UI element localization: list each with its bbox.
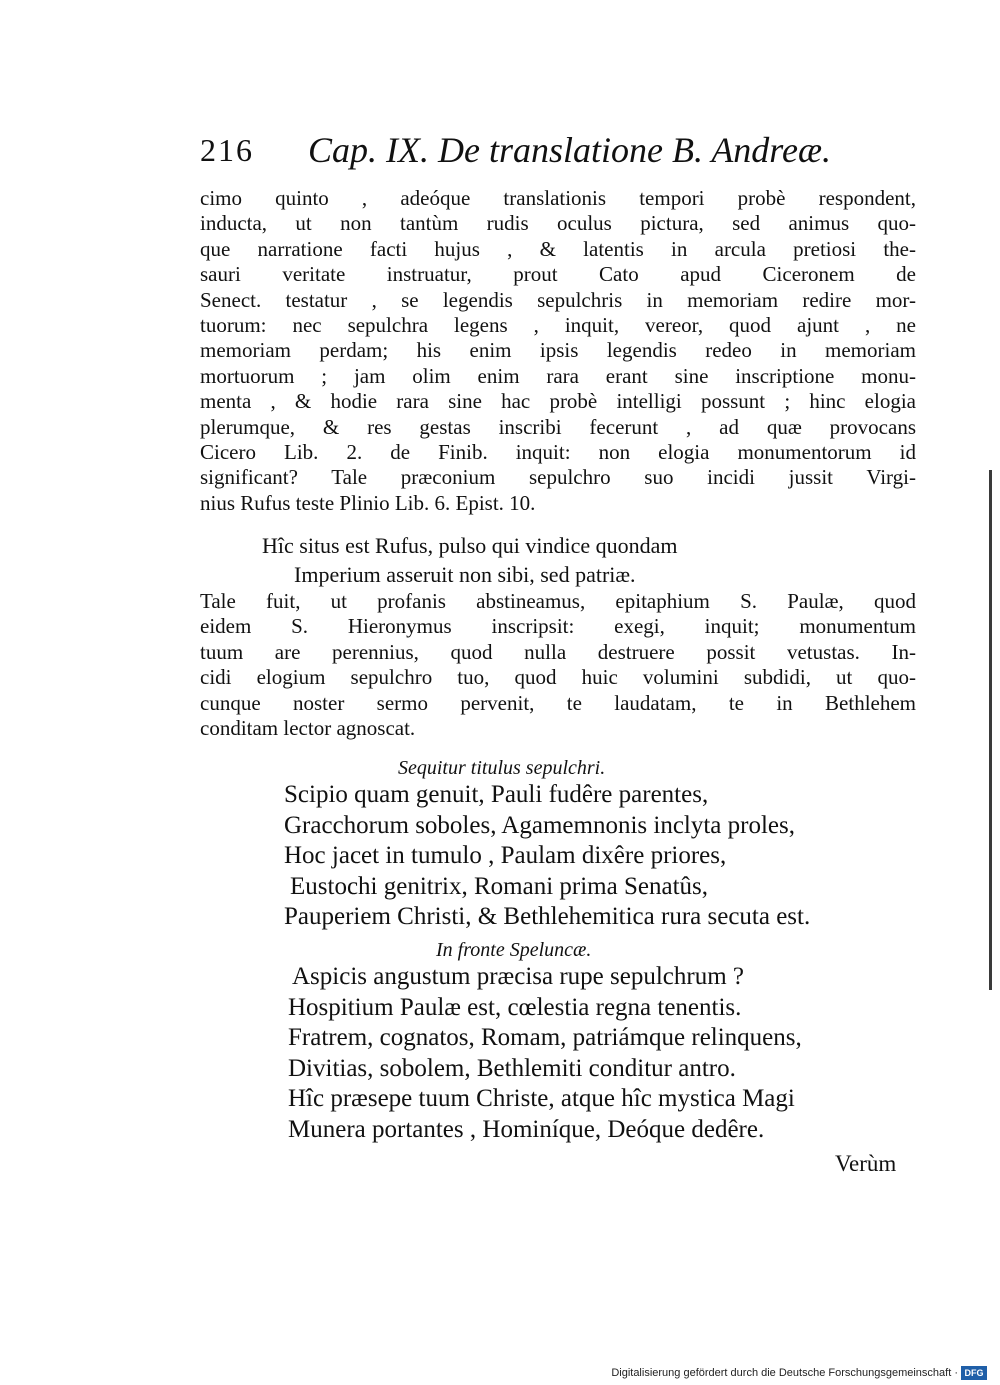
caption-cave: In fronte Speluncæ.: [436, 939, 592, 961]
verse-line: Munera portantes , Hominíque, Deóque dedêre.: [288, 1115, 765, 1143]
text-line: cidi elogium sepulchro tuo, quod huic volumini subdidi, ut quo-: [200, 665, 916, 690]
verse-line: Divitias, sobolem, Bethlemiti conditur antro.: [288, 1054, 736, 1082]
text-line: significant? Tale præconium sepulchro suo incidi jussit Virgi-: [200, 465, 916, 490]
running-head: Cap. IX. De translatione B. Andreæ.: [308, 130, 831, 170]
text-line: memoriam perdam; his enim ipsis legendis redeo in memoriam: [200, 338, 916, 363]
epitaph-verse: [284, 780, 810, 933]
text-line: inducta, ut non tantùm rudis oculus pictura, sed animus quo-: [200, 211, 916, 236]
text-line: Senect. testatur , se legendis sepulchris in memoriam redire mor-: [200, 287, 916, 312]
paragraph-2: [200, 589, 916, 741]
text-line: nius Rufus teste Plinio Lib. 6. Epist. 10.: [200, 490, 536, 515]
text-line: menta , & hodie rara sine hac probè intelligi possunt ; hinc elogia: [200, 389, 916, 414]
verse-line: Gracchorum soboles, Agamemnonis inclyta proles,: [284, 811, 795, 839]
verse-line: Hîc præsepe tuum Christe, atque hîc mystica Magi: [288, 1085, 795, 1113]
text-line: sauri veritate instruatur, prout Cato apud Ciceronem de: [200, 262, 916, 287]
rufus-verse-line-2: Imperium asseruit non sibi, sed patriæ.: [294, 562, 636, 587]
text-line: tuorum: nec sepulchra legens , inquit, vereor, quod ajunt , ne: [200, 312, 916, 337]
funding-note: Digitalisierung gefördert durch die Deutsche Forschungsgemeinschaft ·: [611, 1367, 958, 1379]
text-line: conditam lector agnoscat.: [200, 715, 416, 740]
paragraph-1: [200, 186, 916, 516]
text-line: Cicero Lib. 2. de Finib. inquit: non elogia monumentorum id: [200, 439, 916, 464]
caption-epitaph: Sequitur titulus sepulchri.: [398, 757, 606, 779]
verse-line: Fratrem, cognatos, Romam, patriámque relinquens,: [288, 1024, 802, 1052]
verse-line: Pauperiem Christi, & Bethlehemitica rura secuta est.: [284, 903, 811, 931]
text-line: Tale fuit, ut profanis abstineamus, epitaphium S. Paulæ, quod: [200, 589, 916, 613]
page-edge-shadow: [989, 470, 992, 990]
rufus-verse-line-1: Hîc situs est Rufus, pulso qui vindice quondam: [262, 533, 678, 558]
text-line: plerumque, & res gestas inscribi fecerunt , ad quæ provocans: [200, 414, 916, 439]
text-line: tuum are perennius, quod nulla destruere possit vetustas. In-: [200, 639, 916, 664]
text-line: cimo quinto , adeóque translationis tempori probè respondent,: [200, 186, 916, 210]
catchword: Verùm: [835, 1151, 897, 1176]
verse-line: Scipio quam genuit, Pauli fudêre parentes,: [284, 781, 709, 808]
text-line: eidem S. Hieronymus inscripsit: exegi, inquit; monumentum: [200, 614, 916, 639]
dfg-logo: DFG: [961, 1366, 987, 1380]
verse-line: Hoc jacet in tumulo , Paulam dixêre priores,: [284, 842, 727, 870]
page-header: [200, 128, 930, 172]
text-line: mortuorum ; jam olim enim rara erant sine inscriptione monu-: [200, 363, 916, 388]
verse-line: Aspicis angustum præcisa rupe sepulchrum ?: [292, 963, 744, 990]
verse-line: Hospitium Paulæ est, cœlestia regna tenentis.: [288, 993, 742, 1021]
page-number: 216: [200, 132, 254, 168]
cave-verse: [288, 962, 802, 1146]
text-line: cunque noster sermo pervenit, te laudatam, te in Bethlehem: [200, 690, 916, 715]
verse-line: Eustochi genitrix, Romani prima Senatûs,: [290, 872, 708, 900]
text-line: que narratione facti hujus , & latentis in arcula pretiosi the-: [200, 236, 916, 261]
